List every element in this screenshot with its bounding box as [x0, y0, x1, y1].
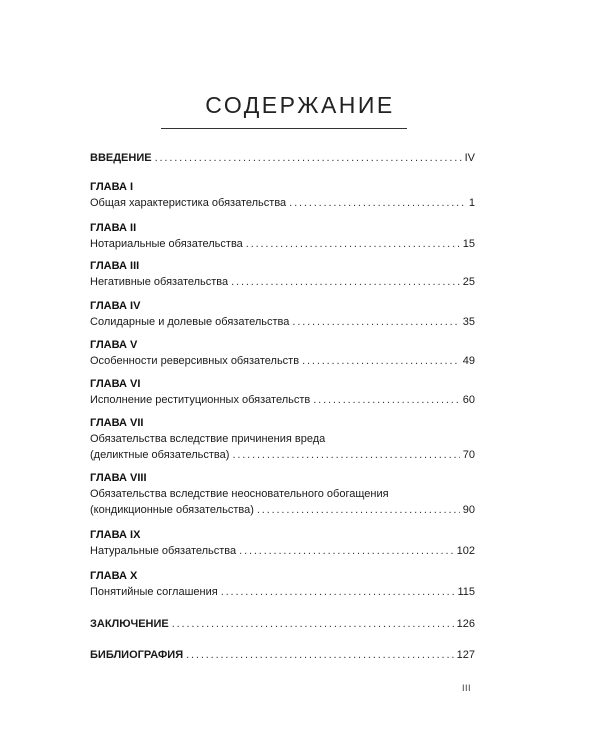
toc-page-number: 70	[462, 449, 475, 461]
chapter-label: ГЛАВА III	[90, 260, 140, 272]
toc-entry-introduction[interactable]	[90, 150, 475, 166]
leader-dots	[172, 616, 454, 632]
toc-line	[90, 392, 475, 408]
toc-entry-title: Негативные обязательства	[90, 276, 229, 288]
toc-entry-chapter-9[interactable]	[90, 527, 475, 559]
toc-entry-conclusion[interactable]	[90, 616, 475, 632]
toc-entry-chapter-6[interactable]	[90, 376, 475, 408]
toc-line	[90, 150, 475, 166]
toc-entry-title: ВВЕДЕНИЕ	[90, 152, 152, 164]
toc-entry-chapter-2[interactable]	[90, 220, 475, 252]
toc-line	[90, 236, 475, 252]
toc-entry-chapter-7[interactable]	[90, 415, 475, 463]
chapter-label: ГЛАВА II	[90, 222, 137, 234]
leader-dots	[313, 392, 460, 408]
leader-dots	[155, 150, 462, 166]
chapter-label: ГЛАВА I	[90, 181, 134, 193]
toc-line	[90, 543, 475, 559]
leader-dots	[246, 236, 460, 252]
toc-page-number: 35	[462, 316, 475, 328]
leader-dots	[292, 314, 459, 330]
toc-entry-title: Общая характеристика обязательства	[90, 197, 287, 209]
toc-entry-title: Исполнение реституционных обязательств	[90, 394, 311, 406]
toc-entry-bibliography[interactable]	[90, 647, 475, 663]
chapter-label: ГЛАВА IX	[90, 529, 141, 541]
toc-line	[90, 314, 475, 330]
toc-entry-chapter-3[interactable]	[90, 258, 475, 290]
chapter-label: ГЛАВА V	[90, 339, 138, 351]
toc-page-number: 60	[462, 394, 475, 406]
leader-dots	[221, 584, 455, 600]
toc-entry-chapter-5[interactable]	[90, 337, 475, 369]
toc-page-number: 25	[462, 276, 475, 288]
toc-entry-title: Особенности реверсивных обязательств	[90, 355, 300, 367]
toc-entry-title: (кондикционные обязательства)	[90, 504, 254, 516]
toc-line	[90, 274, 475, 290]
toc-entry-title: Солидарные и долевые обязательства	[90, 316, 290, 328]
toc-page-number: 126	[456, 618, 475, 630]
toc-line	[90, 353, 475, 369]
toc-entry-title-line-1: Обязательства вследствие причинения вреда	[90, 433, 326, 445]
toc-page-number: 1	[468, 197, 475, 209]
chapter-label: ГЛАВА X	[90, 570, 138, 582]
toc-line	[90, 447, 475, 463]
toc-entry-title-line-1: Обязательства вследствие неосновательного обогащения	[90, 488, 389, 500]
title-underline	[161, 128, 407, 129]
chapter-label: ГЛАВА VIII	[90, 472, 147, 484]
page-title: СОДЕРЖАНИЕ	[205, 92, 395, 118]
leader-dots	[232, 447, 459, 463]
leader-dots	[239, 543, 453, 559]
toc-entry-chapter-10[interactable]	[90, 568, 475, 600]
chapter-label: ГЛАВА VII	[90, 417, 144, 429]
leader-dots	[231, 274, 460, 290]
toc-page-number: 102	[456, 545, 475, 557]
toc-entry-title: Понятийные соглашения	[90, 586, 218, 598]
toc-entry-chapter-4[interactable]	[90, 298, 475, 330]
leader-dots	[289, 195, 466, 211]
toc-entry-chapter-8[interactable]	[90, 470, 475, 518]
toc-page-number: 49	[462, 355, 475, 367]
page-folio-number: III	[462, 683, 472, 693]
toc-line	[90, 616, 475, 632]
toc-page-number: 127	[456, 649, 475, 661]
leader-dots	[186, 647, 454, 663]
chapter-label: ГЛАВА IV	[90, 300, 141, 312]
toc-line	[90, 584, 475, 600]
toc-line	[90, 647, 475, 663]
toc-entry-title: ЗАКЛЮЧЕНИЕ	[90, 618, 169, 630]
toc-entry-title: Натуральные обязательства	[90, 545, 237, 557]
toc-page-number: 15	[462, 238, 475, 250]
chapter-label: ГЛАВА VI	[90, 378, 141, 390]
toc-entry-title: БИБЛИОГРАФИЯ	[90, 649, 184, 661]
toc-page-number: IV	[464, 152, 475, 164]
toc-page-number: 90	[462, 504, 475, 516]
toc-page-number: 115	[457, 586, 475, 598]
leader-dots	[302, 353, 460, 369]
toc-line	[90, 502, 475, 518]
leader-dots	[257, 502, 460, 518]
toc-entry-title: Нотариальные обязательства	[90, 238, 243, 250]
toc-entry-title: (деликтные обязательства)	[90, 449, 230, 461]
toc-line	[90, 195, 475, 211]
toc-entry-chapter-1[interactable]	[90, 179, 475, 211]
